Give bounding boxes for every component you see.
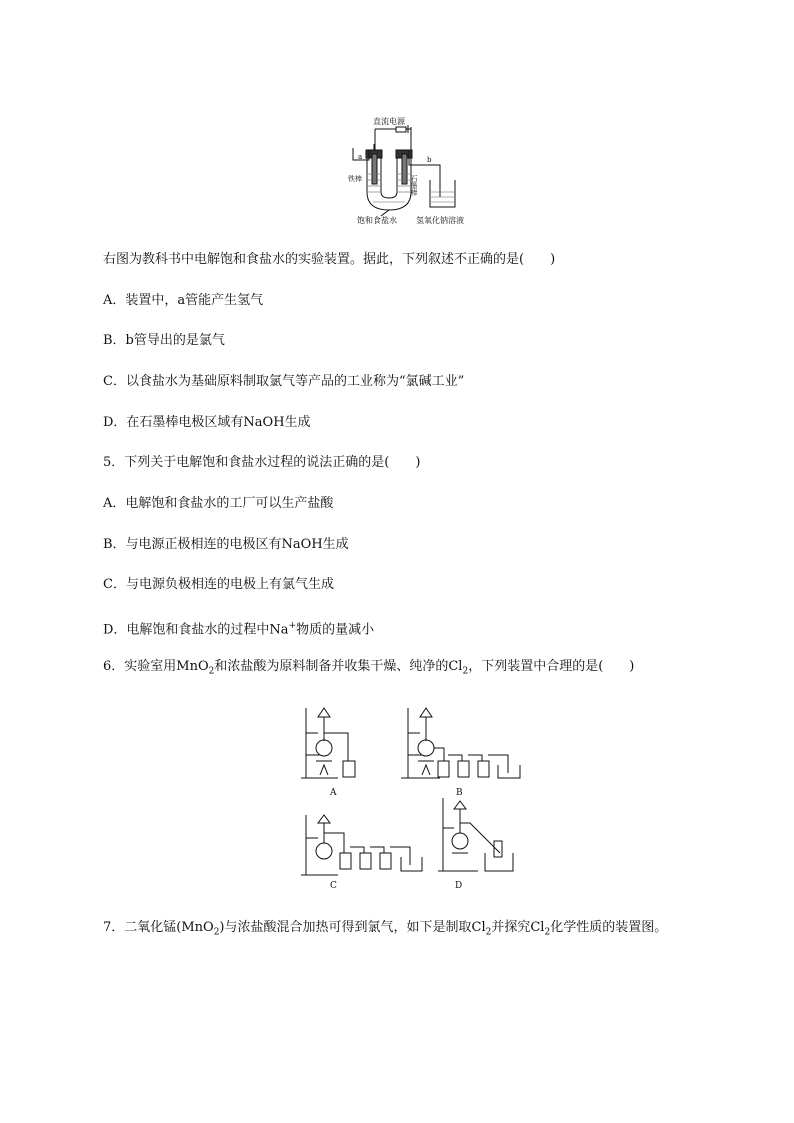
option-a-label: A (330, 788, 337, 798)
salt-water-label: 饱和食盐水 (357, 216, 397, 225)
naoh-solution-label: 氢氧化钠溶液 (416, 216, 464, 225)
question-6-stem: 6．实验室用MnO$_2$和浓盐酸为原料制备并收集干燥、纯净的$Cl_2$，下列装置中合理的是( ) (103, 659, 635, 677)
question-7-stem: 7．二氧化锰(MnO$_2$)与浓盐酸混合加热可得到氯气，如下是制取$Cl_2$并探究$Cl_2$化学性质的装置图。 (103, 920, 668, 938)
apparatus-c (301, 815, 422, 875)
question-4-stem: 右图为教科书中电解饱和食盐水的实验装置。据此，下列叙述不正确的是( ) (103, 252, 556, 267)
option-b-label: B (456, 788, 463, 798)
question-4-option-d: D．在石墨棒电极区域有NaOH生成 (103, 415, 311, 430)
question-5-option-c: C．与电源负极相连的电极上有氯气生成 (103, 577, 334, 592)
apparatus-d (438, 798, 513, 871)
apparatus-options-diagram (298, 703, 528, 893)
question-5-stem: 5．下列关于电解饱和食盐水过程的说法正确的是( ) (103, 455, 421, 470)
question-5-option-a: A．电解饱和食盐水的工厂可以生产盐酸 (103, 496, 334, 511)
power-source-icon (396, 127, 406, 132)
question-5-option-b: B．与电源正极相连的电极区有NaOH生成 (103, 537, 349, 552)
apparatus-a (301, 708, 355, 778)
question-4-option-a: A．装置中，a管能产生氢气 (103, 293, 264, 308)
apparatus-b (401, 708, 520, 778)
question-4-option-b: B．b管导出的是氯气 (103, 333, 225, 348)
option-c-label: C (330, 881, 337, 891)
question-4-option-c: C．以食盐水为基础原料制取氯气等产品的工业称为“氯碱工业” (103, 374, 465, 389)
label-a: a (358, 153, 363, 161)
option-d-label: D (455, 881, 463, 891)
power-label: 直流电源 (373, 117, 405, 126)
electrolysis-diagram (345, 112, 475, 227)
question-5-option-d: D．电解饱和食盐水的过程中Na+物质的量减小 (103, 621, 375, 638)
iron-rod-label: 铁棒 (348, 175, 362, 183)
label-b: b (427, 156, 432, 164)
graphite-rod-label: 石墨棒 (410, 175, 418, 196)
